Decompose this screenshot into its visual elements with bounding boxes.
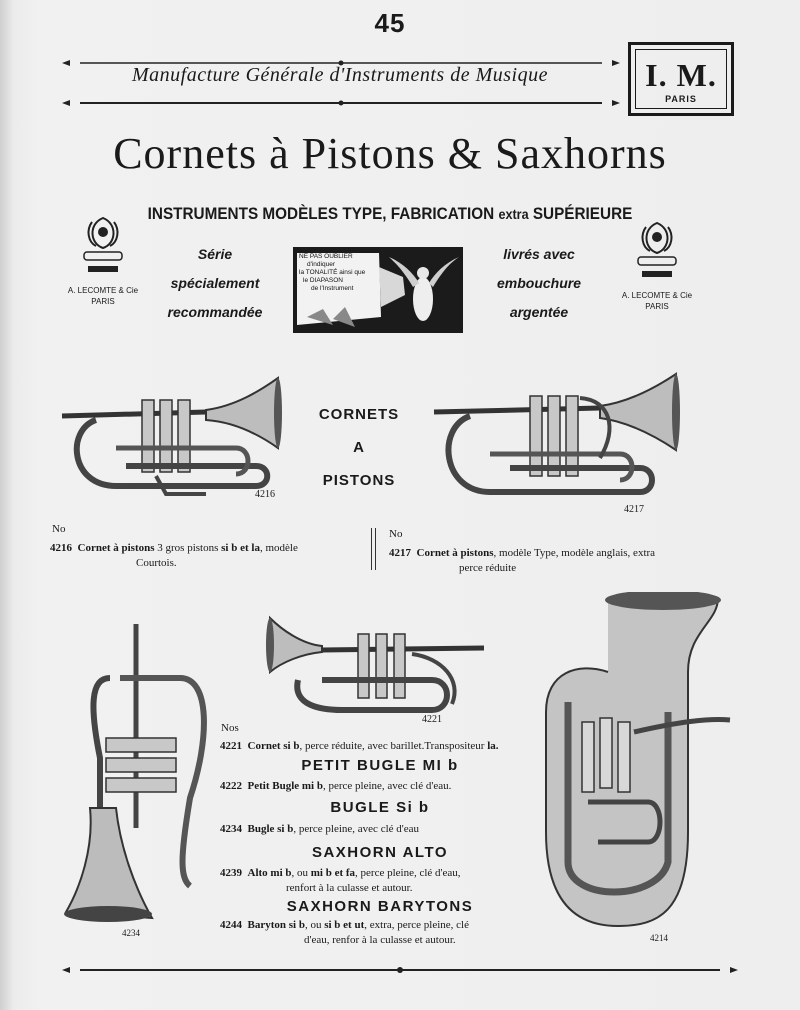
center-heading-line: CORNETS (318, 406, 400, 423)
heading-bugle: BUGLE Si b (330, 799, 430, 816)
poster-text (299, 253, 383, 293)
logo-inner-frame (635, 49, 727, 109)
cornet-icon (56, 370, 286, 505)
item-4217 (389, 546, 719, 576)
item-4222 (220, 779, 540, 794)
item-bold: la. (487, 740, 499, 752)
item-text: renfort à la culasse et autour. (286, 882, 413, 894)
items-nos-label: Nos (221, 722, 239, 734)
item-text: , modèle (259, 542, 298, 554)
page-title: Cornets à Pistons & Saxhorns (113, 129, 667, 178)
page-number: 45 (374, 8, 406, 38)
item-text: d'eau, renfor à la culasse et autour. (304, 934, 456, 946)
caption-4214: 4214 (650, 933, 668, 943)
item-number: 4244 (220, 919, 242, 931)
item-number: 4216 (50, 542, 72, 554)
footer-rule (60, 962, 740, 980)
item-bold: si b et la (221, 542, 260, 554)
center-heading-line: A (353, 439, 365, 456)
caption-4217: 4217 (624, 504, 644, 515)
item-number: 4221 (220, 740, 242, 752)
poster-line: la TONALITÉ ainsi que (299, 269, 366, 276)
cornet-4221-illustration (262, 610, 490, 720)
item-text: 3 gros pistons (157, 542, 219, 554)
center-heading (300, 398, 418, 497)
cornet-icon (430, 368, 682, 508)
item-text: , ou (291, 867, 308, 879)
heading-petit-bugle: PETIT BUGLE MI b (301, 757, 459, 774)
item-name: Cornet à pistons (416, 547, 494, 559)
tagline-right-line: embouchure (496, 275, 581, 291)
center-heading-line: PISTONS (322, 472, 396, 489)
item-text: , perce pleine, clé d'eau, (355, 867, 461, 879)
tuning-poster (293, 247, 463, 333)
heading-saxhorn-alto: SAXHORN ALTO (311, 844, 449, 861)
item-name: Cornet si b (247, 740, 300, 752)
caption-4216: 4216 (255, 489, 275, 500)
baritone-icon (538, 592, 734, 932)
ornament-rule (60, 965, 740, 975)
poster-line: le DIAPASON (303, 277, 343, 284)
item-4216 (50, 541, 370, 571)
item-4216-no: No (52, 523, 66, 535)
bugle-4234-illustration (60, 618, 210, 928)
maker-city-right: PARIS (645, 302, 669, 311)
tagline-left-line: recommandée (167, 304, 263, 320)
item-4244 (220, 918, 540, 948)
item-bold: mi b et fa (310, 867, 356, 879)
item-text: , perce réduite, avec barillet.Transpositeur (299, 740, 485, 752)
item-number: 4234 (220, 823, 242, 835)
item-4234 (220, 822, 540, 837)
item-number: 4239 (220, 867, 242, 879)
heading-saxhorn-barytons: SAXHORN BARYTONS (286, 898, 474, 915)
bugle-icon (60, 618, 210, 928)
subtitle-part2: extra (498, 206, 529, 222)
item-number: 4222 (220, 780, 242, 792)
item-number: 4217 (389, 547, 411, 559)
maker-emblem-right (612, 215, 702, 312)
baritone-4214-illustration (538, 592, 734, 932)
maker-name-left: A. LECOMTE & Cie (67, 286, 139, 295)
tagline-right-line: livrés avec (503, 246, 575, 262)
item-4239 (220, 866, 540, 896)
tagline-left (150, 240, 280, 327)
poster-line: NE PAS OUBLIER (299, 253, 353, 260)
cornet-icon (262, 610, 490, 720)
item-text: perce réduite (459, 562, 517, 574)
header-bottom-rule (60, 94, 622, 112)
tagline-right-line: argentée (509, 304, 569, 320)
caption-4234: 4234 (122, 928, 140, 938)
medal-emblem-icon (58, 210, 148, 280)
im-logo (628, 42, 734, 116)
subtitle-part3: SUPÉRIEURE (532, 204, 633, 223)
logo-letters: I. M. (645, 57, 717, 93)
item-name: Alto mi b (247, 867, 292, 879)
caption-4221: 4221 (422, 714, 442, 725)
tagline-left-line: Série (197, 246, 233, 262)
item-name: Cornet à pistons (77, 542, 155, 554)
item-text: , modèle Type, modèle anglais, extra (493, 547, 656, 559)
item-text: , perce pleine, avec clé d'eau (293, 823, 420, 835)
item-4221 (220, 739, 540, 754)
item-text: Courtois. (136, 557, 177, 569)
poster-line: d'indiquer (307, 261, 335, 268)
ornament-rule (60, 99, 622, 107)
tagline-right (474, 240, 604, 327)
item-text: , ou (304, 919, 322, 931)
item-name: Baryton si b (247, 919, 305, 931)
item-name: Petit Bugle mi b (247, 780, 323, 792)
medal-emblem-icon (612, 215, 702, 285)
poster-line: de l'Instrument (311, 285, 354, 292)
item-text: , extra, perce pleine, clé (364, 919, 469, 931)
maker-emblem-left (58, 210, 148, 307)
maker-city-left: PARIS (91, 297, 115, 306)
maker-name-right: A. LECOMTE & Cie (621, 291, 693, 300)
banner-text: Manufacture Générale d'Instruments de Musique (132, 64, 548, 86)
column-divider (371, 528, 376, 570)
item-name: Bugle si b (247, 823, 294, 835)
cornet-4217-illustration (430, 368, 682, 508)
tagline-left-line: spécialement (170, 275, 260, 291)
logo-city: PARIS (665, 94, 697, 104)
subtitle-part1: INSTRUMENTS MODÈLES TYPE, FABRICATION (147, 204, 495, 223)
item-4217-no: No (389, 528, 403, 540)
item-bold: si b et ut (324, 919, 365, 931)
cornet-4216-illustration (56, 370, 286, 505)
item-text: , perce pleine, avec clé d'eau. (322, 780, 452, 792)
